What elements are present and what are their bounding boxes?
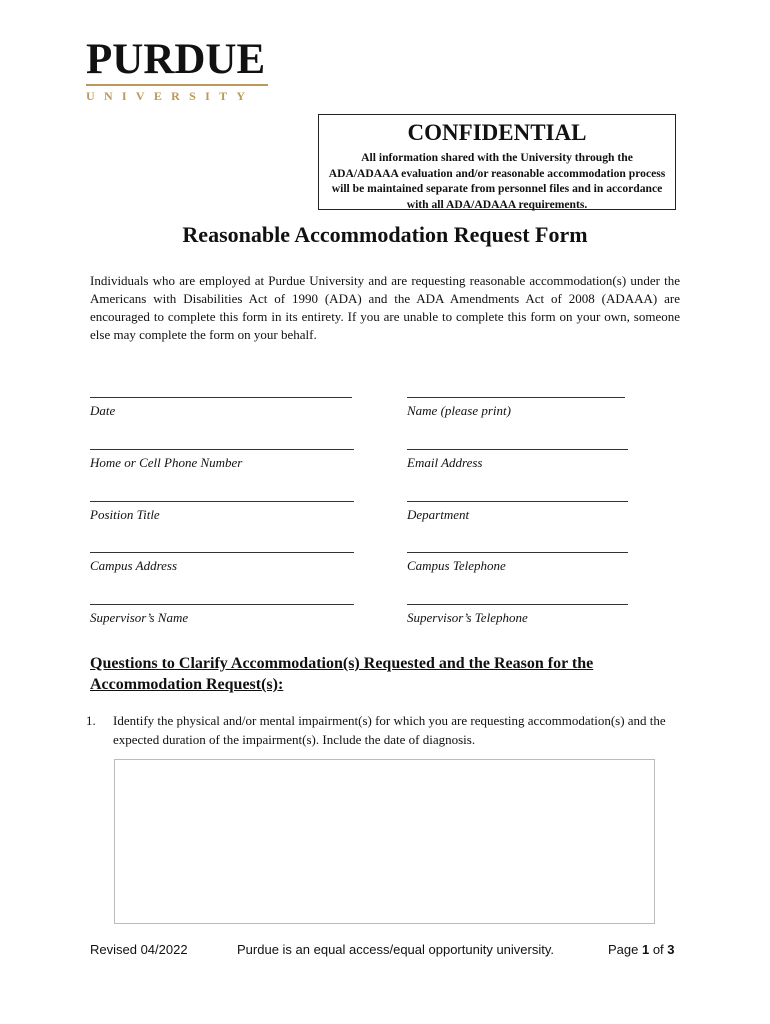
supervisor-name-field[interactable] [90, 593, 354, 626]
supervisor-telephone-label: Supervisor’s Telephone [407, 610, 528, 625]
questions-heading: Questions to Clarify Accommodation(s) Requested and the Reason for the Accommodation Request(s): [90, 655, 594, 693]
date-field[interactable] [90, 386, 352, 419]
supervisor-telephone-field[interactable] [407, 593, 628, 626]
question-1-answer-box[interactable] [114, 759, 655, 924]
campus-address-field[interactable] [90, 541, 354, 574]
campus-telephone-line[interactable] [407, 541, 628, 553]
campus-address-label: Campus Address [90, 558, 178, 573]
department-field[interactable] [407, 490, 628, 523]
campus-address-line[interactable] [90, 541, 354, 553]
department-label: Department [407, 507, 470, 522]
page-total: 3 [667, 942, 675, 957]
question-1-text: Identify the physical and/or mental impairment(s) for which you are requesting accommodation(s) and the expected duration of the impairment(s). Include the date of diagnosis. [113, 713, 666, 747]
phone-line[interactable] [90, 438, 354, 450]
phone-label: Home or Cell Phone Number [90, 455, 243, 470]
form-title: Reasonable Accommodation Request Form [182, 222, 588, 247]
logo-subtitle: UNIVERSITY [86, 89, 255, 103]
logo-rule [86, 84, 268, 86]
page-current: 1 [641, 942, 650, 957]
name-field[interactable] [407, 386, 625, 419]
logo-wordmark: PURDUE [86, 36, 266, 83]
position-line[interactable] [90, 490, 354, 502]
footer-statement: Purdue is an equal access/equal opportunity university. [237, 942, 555, 957]
confidential-box [318, 114, 676, 210]
supervisor-telephone-line[interactable] [407, 593, 628, 605]
email-label: Email Address [407, 455, 483, 470]
campus-telephone-label: Campus Telephone [407, 558, 506, 573]
confidential-title: CONFIDENTIAL [407, 120, 587, 145]
email-line[interactable] [407, 438, 628, 450]
email-field[interactable] [407, 438, 628, 471]
question-1-number: 1. [86, 713, 96, 728]
intro-paragraph: Individuals who are employed at Purdue University and are requesting reasonable accommodation(s) under the Americans with Disabilities Act of 1990 (ADA) and the ADA Amendments Act of 2008 (ADAAA) are encouraged to complete this form in its entirety. If you are unable to complete this form on your own, someone else may complete the form on your behalf. [90, 273, 680, 342]
department-line[interactable] [407, 490, 628, 502]
supervisor-name-label: Supervisor’s Name [90, 610, 189, 625]
name-line[interactable] [407, 386, 625, 398]
campus-telephone-field[interactable] [407, 541, 628, 574]
purdue-logo [86, 38, 270, 104]
phone-field[interactable] [90, 438, 354, 471]
date-label: Date [90, 403, 116, 418]
page-of: of [649, 942, 668, 957]
position-label: Position Title [90, 507, 160, 522]
page-prefix: Page [608, 942, 642, 957]
confidential-text: All information shared with the University through the ADA/ADAAA evaluation and/or reasonable accommodation process will be maintained separate from personnel files and in accordance with all ADA/ADAAA requirements. [328, 151, 666, 211]
supervisor-name-line[interactable] [90, 593, 354, 605]
position-field[interactable] [90, 490, 354, 523]
footer-page-number [608, 942, 675, 957]
name-label: Name (please print) [407, 403, 511, 418]
date-line[interactable] [90, 386, 352, 398]
footer-revised: Revised 04/2022 [90, 942, 188, 957]
